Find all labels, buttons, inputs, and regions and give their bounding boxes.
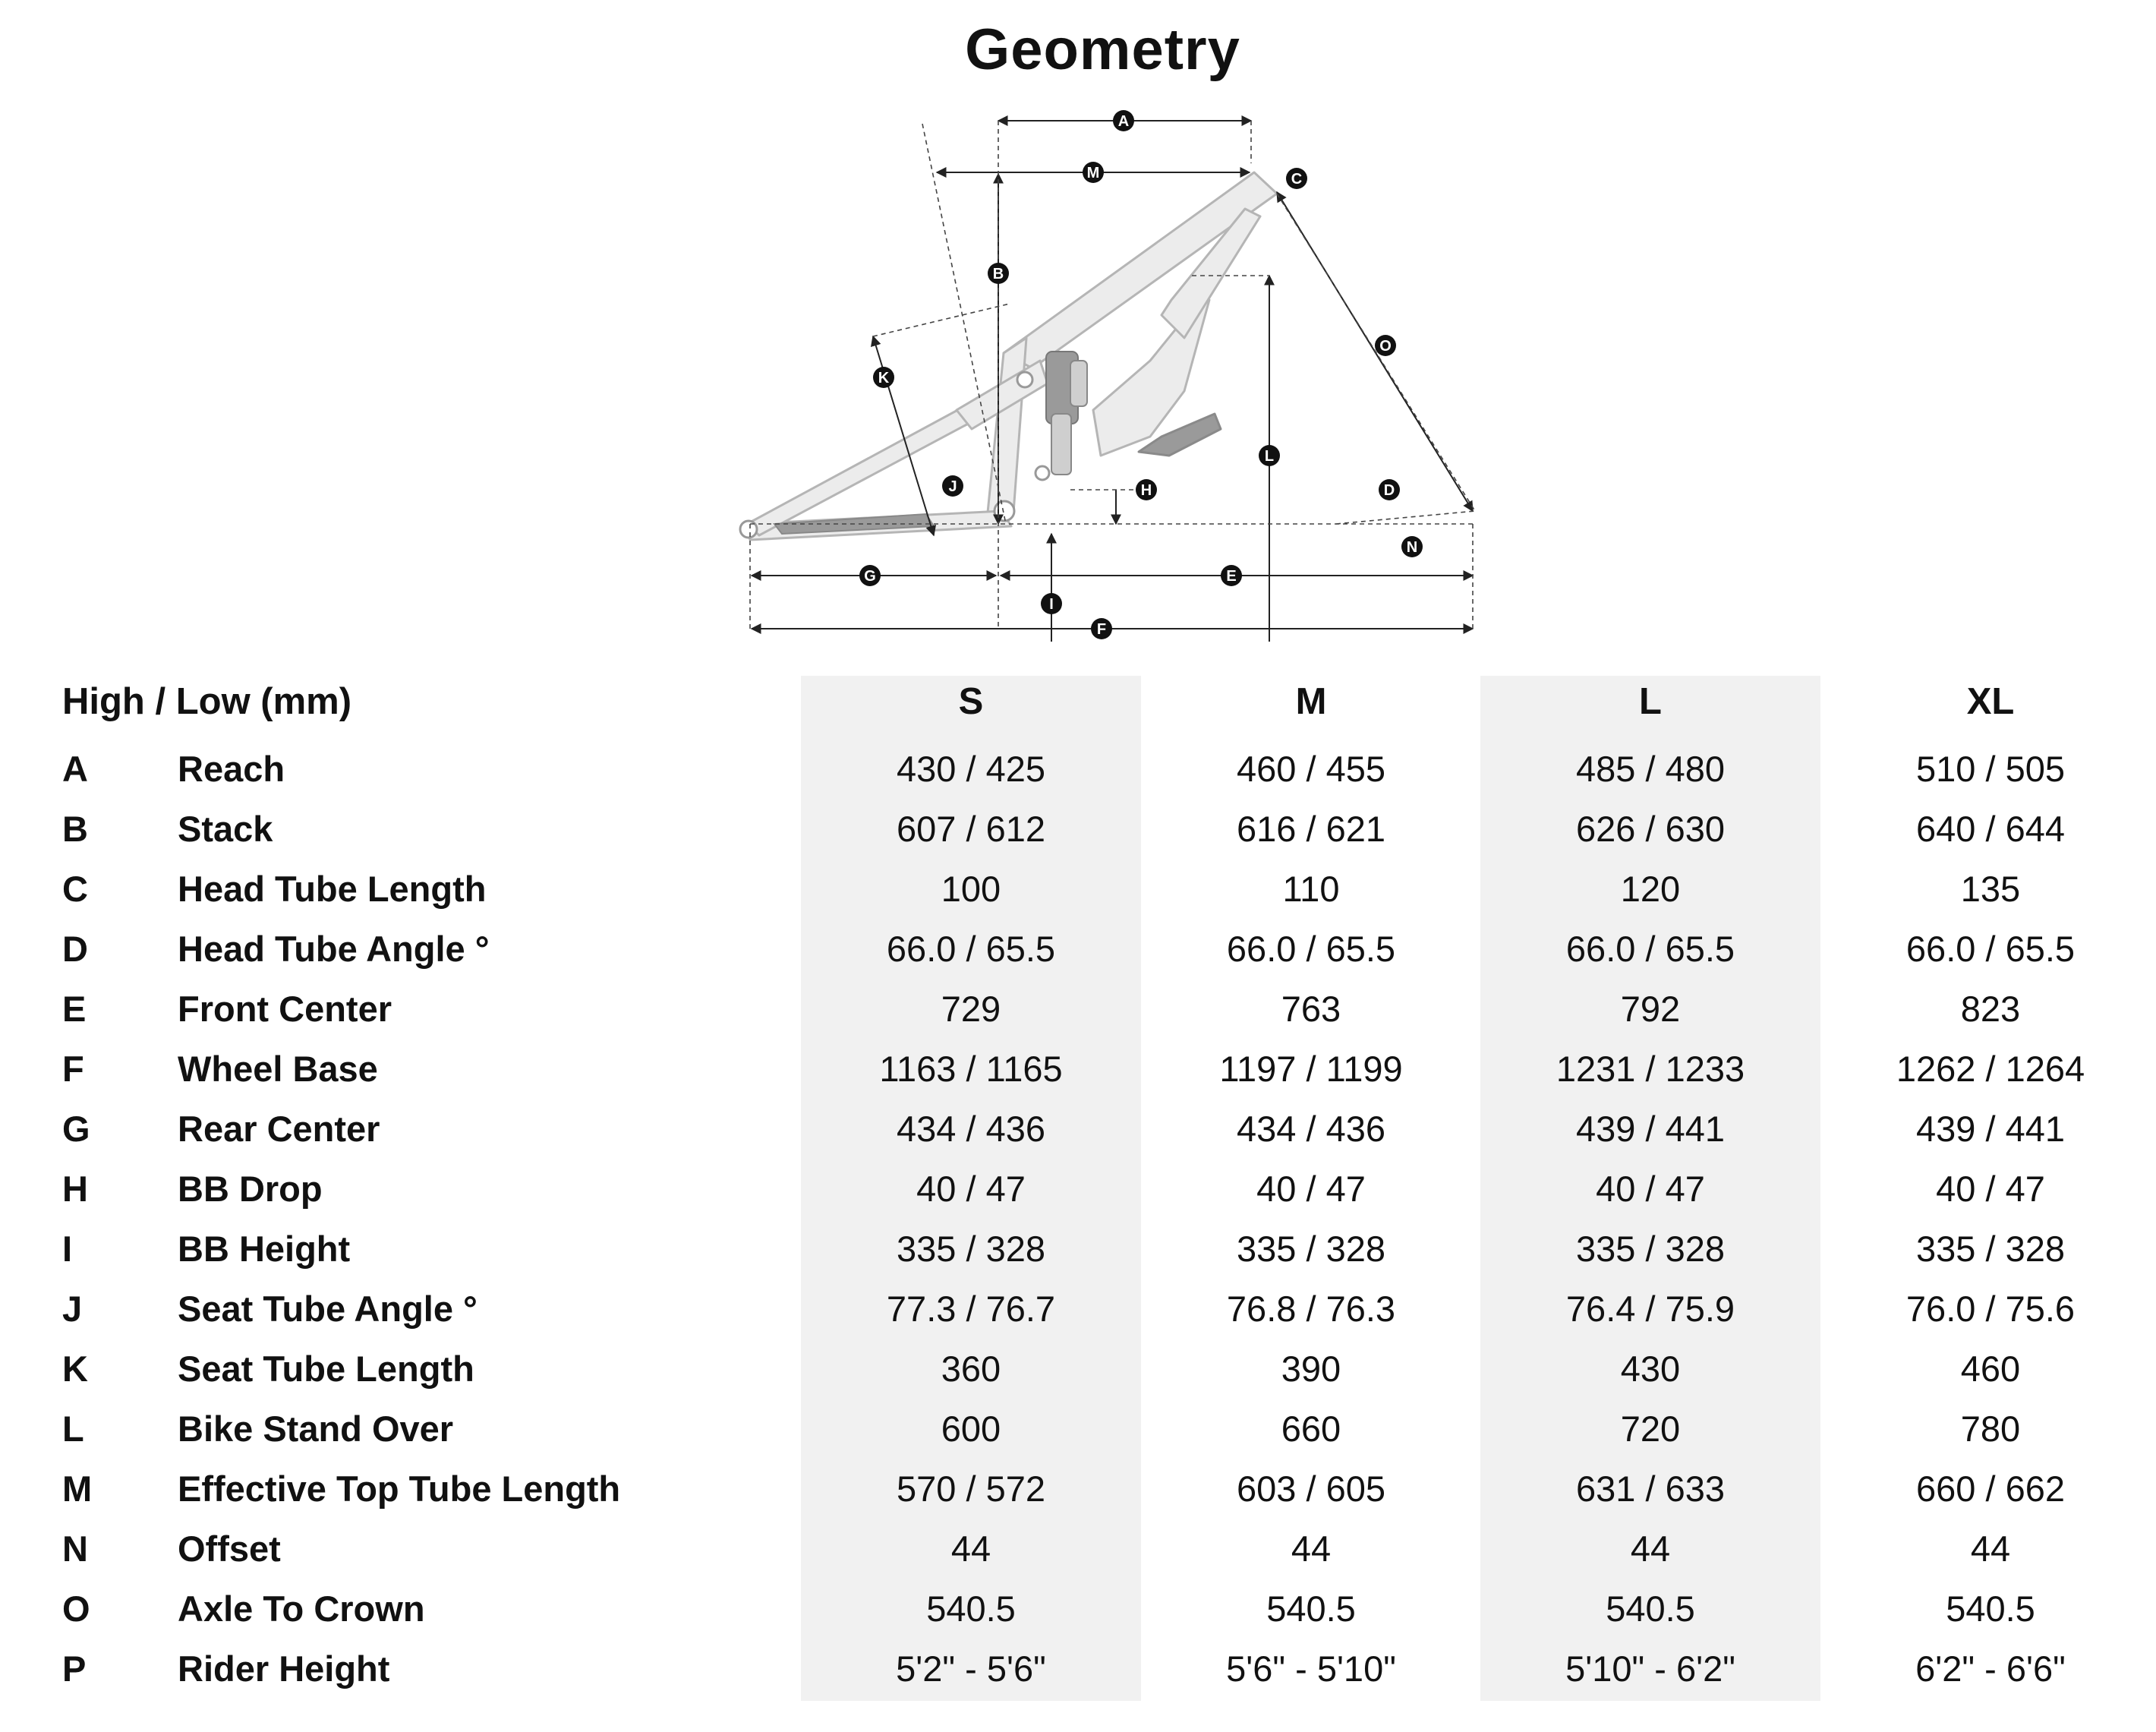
cell-value: 792 [1620, 989, 1681, 1029]
table-header-label: High / Low (mm) [62, 681, 352, 722]
table-row [0, 1519, 2156, 1579]
row-name: Effective Top Tube Length [178, 1469, 621, 1509]
table-row [0, 979, 2156, 1039]
cell-value: 510 / 505 [1915, 749, 2065, 789]
cell-value: 135 [1960, 869, 2021, 909]
cell-value: 76.0 / 75.6 [1905, 1289, 2076, 1329]
dim-badge-d [1379, 479, 1400, 500]
svg-text:I: I [1049, 596, 1054, 613]
row-name: Seat Tube Angle ° [178, 1289, 478, 1329]
svg-text:G: G [864, 568, 876, 585]
svg-text:K: K [878, 370, 890, 386]
table-row [0, 1459, 2156, 1519]
svg-text:J: J [948, 478, 957, 495]
table-row [0, 799, 2156, 859]
cell-value: 44 [950, 1529, 991, 1569]
row-letter: J [62, 1289, 83, 1329]
svg-text:C: C [1291, 171, 1303, 188]
cell-value: 44 [1630, 1529, 1671, 1569]
row-letter: I [62, 1229, 73, 1269]
table-row [0, 919, 2156, 979]
row-name: Reach [178, 749, 285, 789]
table-row [0, 1399, 2156, 1459]
row-letter: O [62, 1588, 90, 1629]
cell-value: 5'6" - 5'10" [1226, 1648, 1396, 1689]
size-header-xl: XL [1966, 681, 2015, 722]
dim-badge-j [942, 475, 963, 497]
cell-value: 460 / 455 [1236, 749, 1385, 789]
cell-value: 66.0 / 65.5 [886, 929, 1056, 969]
row-name: Wheel Base [178, 1049, 378, 1089]
row-letter: L [62, 1409, 84, 1449]
row-name: Axle To Crown [178, 1588, 425, 1629]
row-name: Bike Stand Over [178, 1409, 454, 1449]
row-letter: D [62, 929, 88, 969]
row-letter: K [62, 1349, 88, 1389]
row-name: Head Tube Length [178, 869, 487, 909]
cell-value: 44 [1291, 1529, 1332, 1569]
svg-text:O: O [1379, 338, 1392, 355]
cell-value: 335 / 328 [1915, 1229, 2065, 1269]
dim-badge-o [1375, 335, 1396, 356]
dim-badge-a [1113, 110, 1134, 131]
cell-value: 44 [1970, 1529, 2011, 1569]
dim-badge-b [988, 263, 1009, 284]
cell-value: 603 / 605 [1236, 1469, 1385, 1509]
cell-value: 430 / 425 [896, 749, 1045, 789]
size-header-l: L [1639, 681, 1662, 722]
cell-value: 434 / 436 [1236, 1109, 1385, 1149]
cell-value: 66.0 / 65.5 [1905, 929, 2076, 969]
cell-value: 600 [941, 1409, 1001, 1449]
row-letter: B [62, 809, 88, 849]
cell-value: 430 [1620, 1349, 1681, 1389]
cell-value: 439 / 441 [1575, 1109, 1725, 1149]
cell-value: 5'10" - 6'2" [1565, 1648, 1735, 1689]
svg-text:B: B [992, 266, 1004, 282]
row-letter: P [62, 1648, 87, 1689]
row-letter: G [62, 1109, 90, 1149]
svg-text:N: N [1406, 539, 1418, 556]
svg-text:A: A [1117, 113, 1130, 130]
cell-value: 660 / 662 [1915, 1469, 2065, 1509]
svg-text:E: E [1226, 568, 1237, 585]
cell-value: 40 / 47 [1596, 1169, 1705, 1209]
cell-value: 40 / 47 [1256, 1169, 1366, 1209]
table-row [0, 1039, 2156, 1099]
cell-value: 434 / 436 [896, 1109, 1045, 1149]
cell-value: 660 [1281, 1409, 1341, 1449]
cell-value: 763 [1281, 989, 1341, 1029]
cell-value: 823 [1960, 989, 2021, 1029]
cell-value: 120 [1620, 869, 1681, 909]
table-row [0, 859, 2156, 919]
row-name: BB Drop [178, 1169, 323, 1209]
row-name: Offset [178, 1529, 281, 1569]
bike-frame [747, 172, 1277, 540]
cell-value: 335 / 328 [1575, 1229, 1725, 1269]
cell-value: 540.5 [1266, 1588, 1356, 1629]
table-row [0, 739, 2156, 799]
cell-value: 335 / 328 [896, 1229, 1045, 1269]
cell-value: 40 / 47 [916, 1169, 1026, 1209]
page-title: Geometry [965, 17, 1240, 82]
cell-value: 76.4 / 75.9 [1565, 1289, 1735, 1329]
row-name: BB Height [178, 1229, 351, 1269]
cell-value: 729 [941, 989, 1001, 1029]
row-letter: C [62, 869, 88, 909]
cell-value: 1262 / 1264 [1896, 1049, 2085, 1089]
cell-value: 570 / 572 [896, 1469, 1045, 1509]
cell-value: 335 / 328 [1236, 1229, 1385, 1269]
row-letter: M [62, 1469, 93, 1509]
cell-value: 616 / 621 [1236, 809, 1385, 849]
cell-value: 626 / 630 [1575, 809, 1725, 849]
size-header-m: M [1295, 681, 1327, 722]
row-name: Stack [178, 809, 273, 849]
dim-badge-g [859, 565, 881, 586]
cell-value: 607 / 612 [896, 809, 1045, 849]
cell-value: 631 / 633 [1575, 1469, 1725, 1509]
row-letter: F [62, 1049, 84, 1089]
cell-value: 77.3 / 76.7 [886, 1289, 1056, 1329]
table-row [0, 1099, 2156, 1159]
cell-value: 640 / 644 [1915, 809, 2065, 849]
row-letter: N [62, 1529, 88, 1569]
table-row [0, 1159, 2156, 1219]
cell-value: 6'2" - 6'6" [1915, 1648, 2066, 1689]
cell-value: 780 [1960, 1409, 2021, 1449]
dim-badge-h [1136, 479, 1157, 500]
cell-value: 1197 / 1199 [1219, 1049, 1403, 1089]
geometry-diagram [714, 110, 1503, 642]
extension-lines [750, 121, 1475, 629]
cell-value: 360 [941, 1349, 1001, 1389]
cell-value: 460 [1960, 1349, 2021, 1389]
svg-text:F: F [1096, 621, 1107, 638]
cell-value: 110 [1282, 869, 1340, 909]
table-row [0, 1639, 2156, 1699]
dim-badge-m [1083, 162, 1104, 183]
cell-value: 540.5 [926, 1588, 1016, 1629]
row-letter: A [62, 749, 88, 789]
table-row [0, 1579, 2156, 1639]
dimension-lines [752, 121, 1473, 642]
svg-text:L: L [1264, 448, 1275, 465]
cell-value: 540.5 [1606, 1588, 1695, 1629]
svg-text:H: H [1140, 482, 1152, 499]
size-header-s: S [958, 681, 984, 722]
dim-badge-l [1259, 445, 1280, 466]
svg-text:M: M [1086, 165, 1100, 181]
cell-value: 66.0 / 65.5 [1565, 929, 1735, 969]
cell-value: 1163 / 1165 [879, 1049, 1063, 1089]
row-name: Rider Height [178, 1648, 390, 1689]
dim-badge-e [1221, 565, 1242, 586]
dim-badge-f [1091, 618, 1112, 639]
cell-value: 439 / 441 [1915, 1109, 2065, 1149]
dim-badge-n [1401, 536, 1423, 557]
cell-value: 66.0 / 65.5 [1226, 929, 1396, 969]
cell-value: 720 [1620, 1409, 1681, 1449]
dim-badge-k [873, 367, 894, 388]
table-row [0, 1219, 2156, 1279]
svg-text:D: D [1383, 482, 1395, 499]
row-name: Rear Center [178, 1109, 380, 1149]
cell-value: 5'2" - 5'6" [896, 1648, 1046, 1689]
cell-value: 100 [941, 869, 1001, 909]
row-name: Front Center [178, 989, 392, 1029]
cell-value: 485 / 480 [1575, 749, 1725, 789]
row-letter: E [62, 989, 87, 1029]
cell-value: 40 / 47 [1936, 1169, 2045, 1209]
table-row [0, 1279, 2156, 1339]
dim-badge-i [1041, 593, 1062, 614]
cell-value: 1231 / 1233 [1556, 1049, 1745, 1089]
cell-value: 540.5 [1946, 1588, 2035, 1629]
cell-value: 76.8 / 76.3 [1226, 1289, 1396, 1329]
cell-value: 390 [1281, 1349, 1341, 1389]
row-letter: H [62, 1169, 88, 1209]
row-name: Seat Tube Length [178, 1349, 474, 1389]
dim-badge-c [1286, 168, 1307, 189]
row-name: Head Tube Angle ° [178, 929, 490, 969]
table-row [0, 1339, 2156, 1399]
